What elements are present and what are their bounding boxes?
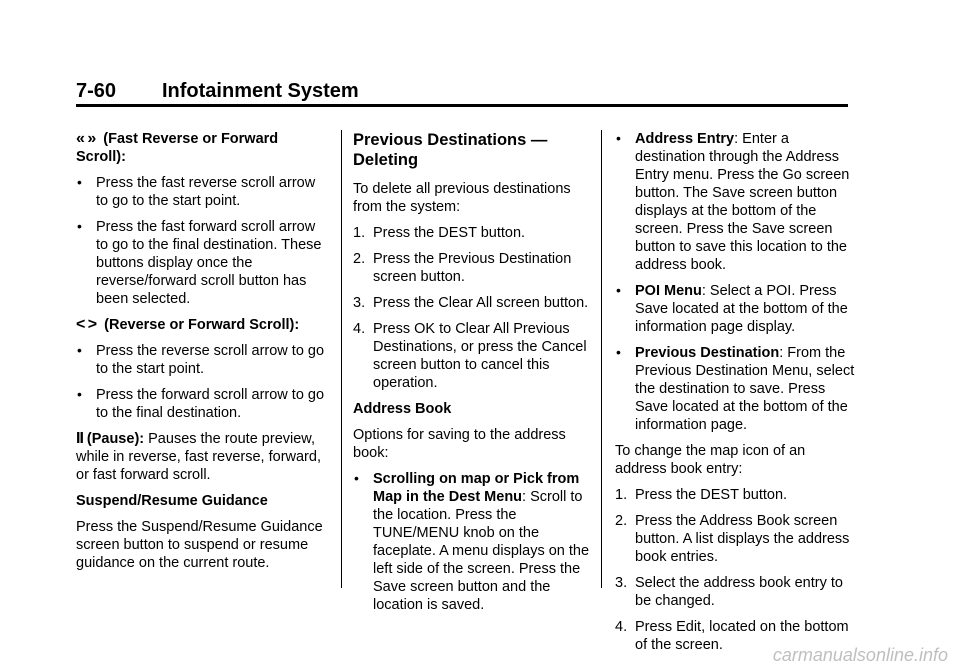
list-item: 4. Press Edit, located on the bottom of the screen.	[615, 619, 849, 653]
list-item: • Previous Destination: From the Previous Destination Menu, select the destination to save. Press Save located at the bottom of the information page.	[616, 344, 855, 433]
page-header	[76, 80, 848, 107]
scroll-icon: < >	[76, 316, 97, 333]
pause-icon: II	[76, 430, 83, 447]
list-item: 2. Press the Previous Destination screen button.	[353, 251, 572, 285]
column-divider	[341, 130, 342, 588]
watermark: carmanualsonline.info	[772, 645, 948, 665]
pause-paragraph: II (Pause): Pauses the route preview, while in reverse, fast reverse, forward, or fast forward scroll.	[76, 430, 321, 483]
list-item: • Press the forward scroll arrow to go to the final destination.	[77, 386, 325, 421]
list-item: 3. Press the Clear All screen button.	[353, 295, 589, 311]
list-item: 1. Press the DEST button.	[353, 225, 526, 241]
list-item: • POI Menu: Select a POI. Press Save located at the bottom of the information page display.	[616, 282, 848, 335]
list-item: 3. Select the address book entry to be changed.	[615, 575, 843, 609]
fast-scroll-heading: « » (Fast Reverse or Forward Scroll):	[76, 130, 279, 165]
change-intro: To change the map icon of an address book entry:	[615, 443, 806, 477]
column-left	[76, 130, 328, 580]
address-intro: Options for saving to the address book:	[353, 427, 566, 461]
list-item: • Press the fast forward scroll arrow to go to the final destination. These buttons display once the reverse/forward scroll button has been selected.	[77, 218, 322, 307]
list-item: • Press the fast reverse scroll arrow to go to the start point.	[77, 174, 316, 209]
section-heading: Previous Destinations — Deleting	[353, 131, 548, 169]
intro-text: To delete all previous destinations from the system:	[353, 181, 571, 215]
section-title: Infotainment System	[162, 80, 359, 102]
fast-scroll-icon: « »	[76, 130, 96, 147]
column-right	[615, 130, 855, 662]
column-middle	[353, 130, 593, 622]
scroll-heading: < > (Reverse or Forward Scroll):	[76, 316, 300, 333]
address-book-heading: Address Book	[353, 401, 452, 417]
list-item: • Address Entry: Enter a destination through the Address Entry menu. Press the Go screen button. The Save screen button displays at the bottom of the screen. Press the Save screen button to save this location to the address book.	[616, 130, 850, 273]
list-item: 2. Press the Address Book screen button. A list displays the address book entries.	[615, 513, 850, 565]
column-divider	[601, 130, 602, 588]
list-item: 4. Press OK to Clear All Previous Destinations, or press the Cancel screen button to cancel this operation.	[353, 321, 587, 391]
list-item: • Press the reverse scroll arrow to go to the start point.	[77, 342, 325, 377]
suspend-heading: Suspend/Resume Guidance	[76, 493, 268, 509]
list-item: 1. Press the DEST button.	[615, 487, 788, 503]
page-number: 7-60	[76, 80, 117, 102]
suspend-text: Press the Suspend/Resume Guidance screen button to suspend or resume guidance on the current route.	[76, 519, 323, 571]
list-item: • Scrolling on map or Pick from Map in the Dest Menu: Scroll to the location. Press the TUNE/MENU knob on the faceplate. A menu displays on the left side of the screen. Press the Save screen button and the location is saved.	[354, 470, 590, 613]
